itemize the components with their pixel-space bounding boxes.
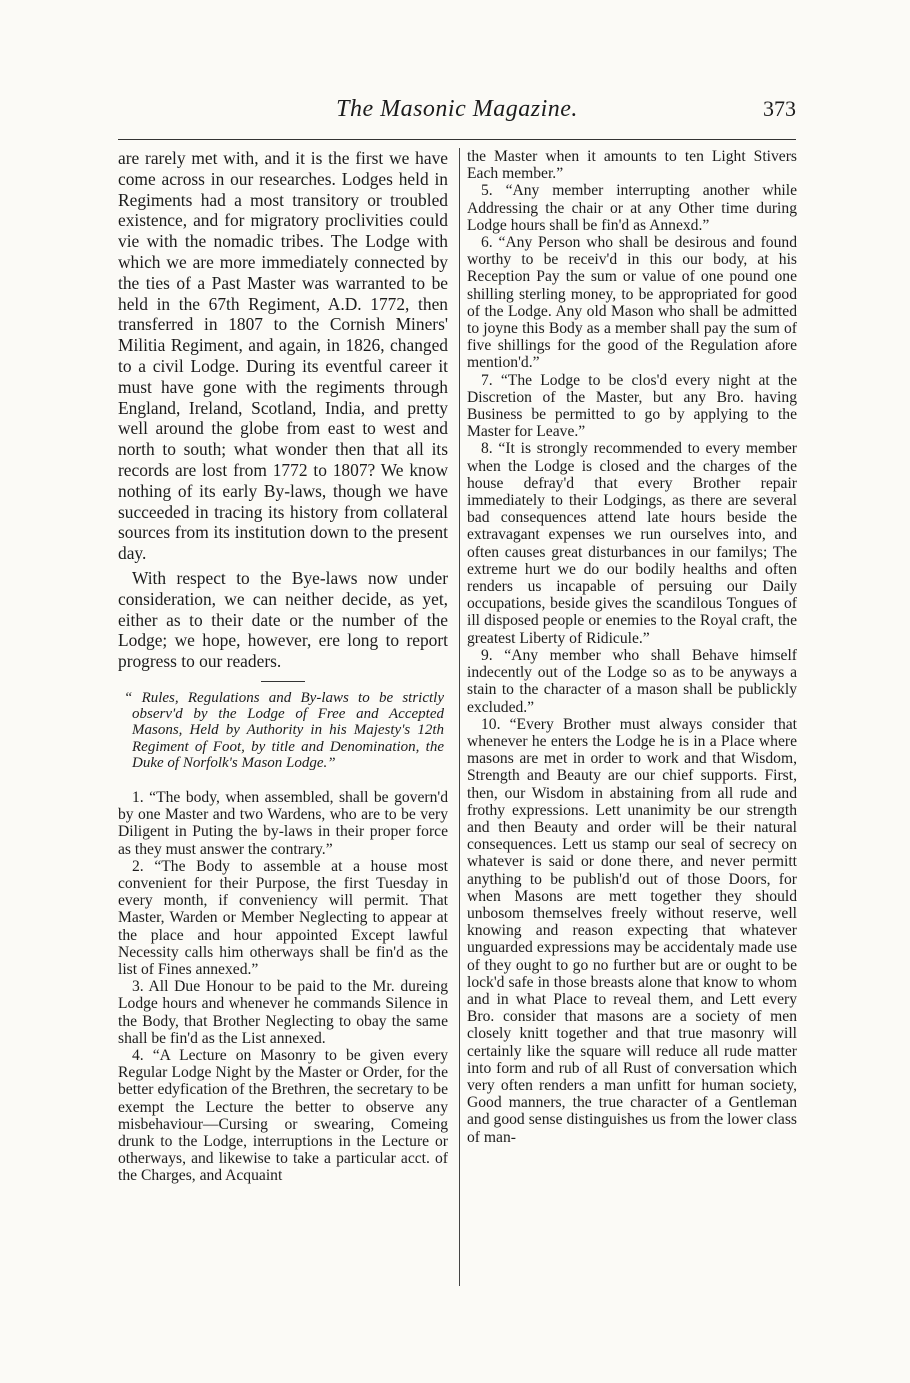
bylaw-rule-3: 3. All Due Honour to be paid to the Mr. dureing Lodge hours and whenever he commands Silence in the Body, that Brother Neglecting to obay the same shall be fin'd as the List annexed. <box>118 978 448 1047</box>
section-divider <box>261 681 305 682</box>
page-header <box>118 96 796 130</box>
bylaw-rule-7: 7. “The Lodge to be clos'd every night at the Discretion of the Master, but any Bro. having Business be permitted to go by applying to the Master for Leave.” <box>467 371 797 441</box>
bylaws-heading: “ Rules, Regulations and By-laws to be strictly observ'd by the Lodge of Free and Accepted Masons, Held by Authority in his Majesty's 12th Regiment of Foot, by title and Denomination, the Duke of Norfolk's Mason Lodge.” <box>124 689 444 771</box>
bylaw-rule-4: 4. “A Lecture on Masonry to be given every Regular Lodge Night by the Master or Order, for the better edyfication of the Brethren, the secretary to be exempt the Lecture the better to observe any misbehaviour—Cursing or swearing, Comeing drunk to the Lodge, interruptions in the Lecture or otherways, and likewise to take a particular acct. of the Charges, and Acquaint <box>118 1046 448 1185</box>
right-column <box>467 148 797 1146</box>
running-title: The Masonic Magazine. <box>336 96 578 122</box>
bylaw-rule-6: 6. “Any Person who shall be desirous and found worthy to be receiv'd in this our body, at his Reception Pay the sum or value of one pound one shilling sterling money, to be appropriated for good of the Lodge. Any old Mason who shall be admitted to joyne this Body as a member shall pay the sum of five shillings for the good of the Regulation afore mention'd.” <box>467 234 797 372</box>
bylaw-rule-8: 8. “It is strongly recommended to every member when the Lodge is closed and the charges of the house defray'd that every Brother repair immediately to their Lodgings, as there are several bad consequences attend late hours beside the extravagant expenses we run ourselves into, and often causes great disturbances in our familys; The extreme hurt we do our bodily healths and often renders us incapable of persuing our Daily occupations, beside gives the scandilous Tongues of ill disposed people or enemies to the Royal craft, the greatest Liberty of Ridicule.” <box>467 440 797 647</box>
bylaw-rule-9: 9. “Any member who shall Behave himself indecently out of the Lodge so as to be anyways a stain to the character of a mason shall be publickly excluded.” <box>467 646 797 716</box>
bylaw-rule-1: 1. “The body, when assembled, shall be govern'd by one Master and two Wardens, who are to be very Diligent in Puting the by-laws in their proper force as they must answer the contrary.” <box>118 788 448 858</box>
bylaw-rule-4-continued: the Master when it amounts to ten Light Stivers Each member.” <box>467 148 797 183</box>
bylaw-rule-2: 2. “The Body to assemble at a house most convenient for their Purpose, the first Tuesday in every month, if conveniency will permit. That Master, Warden or Member Neglecting to appear at the place and hour appointed Except lawful Necessity calls him otherways shall be fin'd as the list of Fines annexed.” <box>118 857 448 978</box>
header-rule <box>118 139 796 140</box>
bylaw-rule-10: 10. “Every Brother must always consider that whenever he enters the Lodge he is in a Place where masons are met in order to work and that Wisdom, Strength and Beauty are our chief supports. First, then, our Wisdom in abstaining from all rude and frothy expressions. Lett unanimity be our strength and then Beauty and order will be their natural consequences. Lett us stamp our seal of secrecy on whatever is said or done there, and never permitt anything to be publish'd out of those Doors, for when Masons are mett together they should unbosom themselves freely without reserve, well knowing and reason expecting that whatever unguarded expressions may be accidentaly made use of they ought to go no further but are or ought to be lock'd safe in those breasts alone that know to whom and in what Place to reveal them, and Lett every Bro. consider that masons are a society of men closely knitt together and that true masonry will certainly like the square will reduce all rude matter into form and rub of all Rust of conversation which very often renders a man unfitt for human society, Good manners, the true character of a Gentleman and good sense distinguishes us from the lower class of man- <box>467 715 797 1146</box>
left-column <box>118 148 448 1185</box>
page-number: 373 <box>763 96 796 121</box>
article-paragraph: With respect to the Bye-laws now under consideration, we can neither decide, as yet, either as to their date or the number of the Lodge; we hope, however, ere long to report progress to our readers. <box>118 567 448 672</box>
bylaw-rule-5: 5. “Any member interrupting another while Addressing the chair or at any Other time during Lodge hours shall be fin'd as Annexd.” <box>467 182 797 234</box>
article-paragraph: are rarely met with, and it is the first we have come across in our researches. Lodges held in Regiments had a most transitory or troubled existence, and for migratory proclivities could vie with the nomadic tribes. The Lodge with which we are more immediately connected by the ties of a Past Master was warranted to be held in the 67th Regiment, A.D. 1772, then transferred in 1807 to the Cornish Miners' Militia Regiment, and again, in 1826, changed to a civil Lodge. During its eventful career it must have gone with the regiments through England, Ireland, Scotland, India, and pretty well around the globe from east to west and north to south; what wonder then that all its records are lost from 1772 to 1807? We know nothing of its early By-laws, though we have succeeded in tracing its history from collateral sources from its institution down to the present day. <box>118 148 448 564</box>
column-divider <box>459 148 460 1286</box>
